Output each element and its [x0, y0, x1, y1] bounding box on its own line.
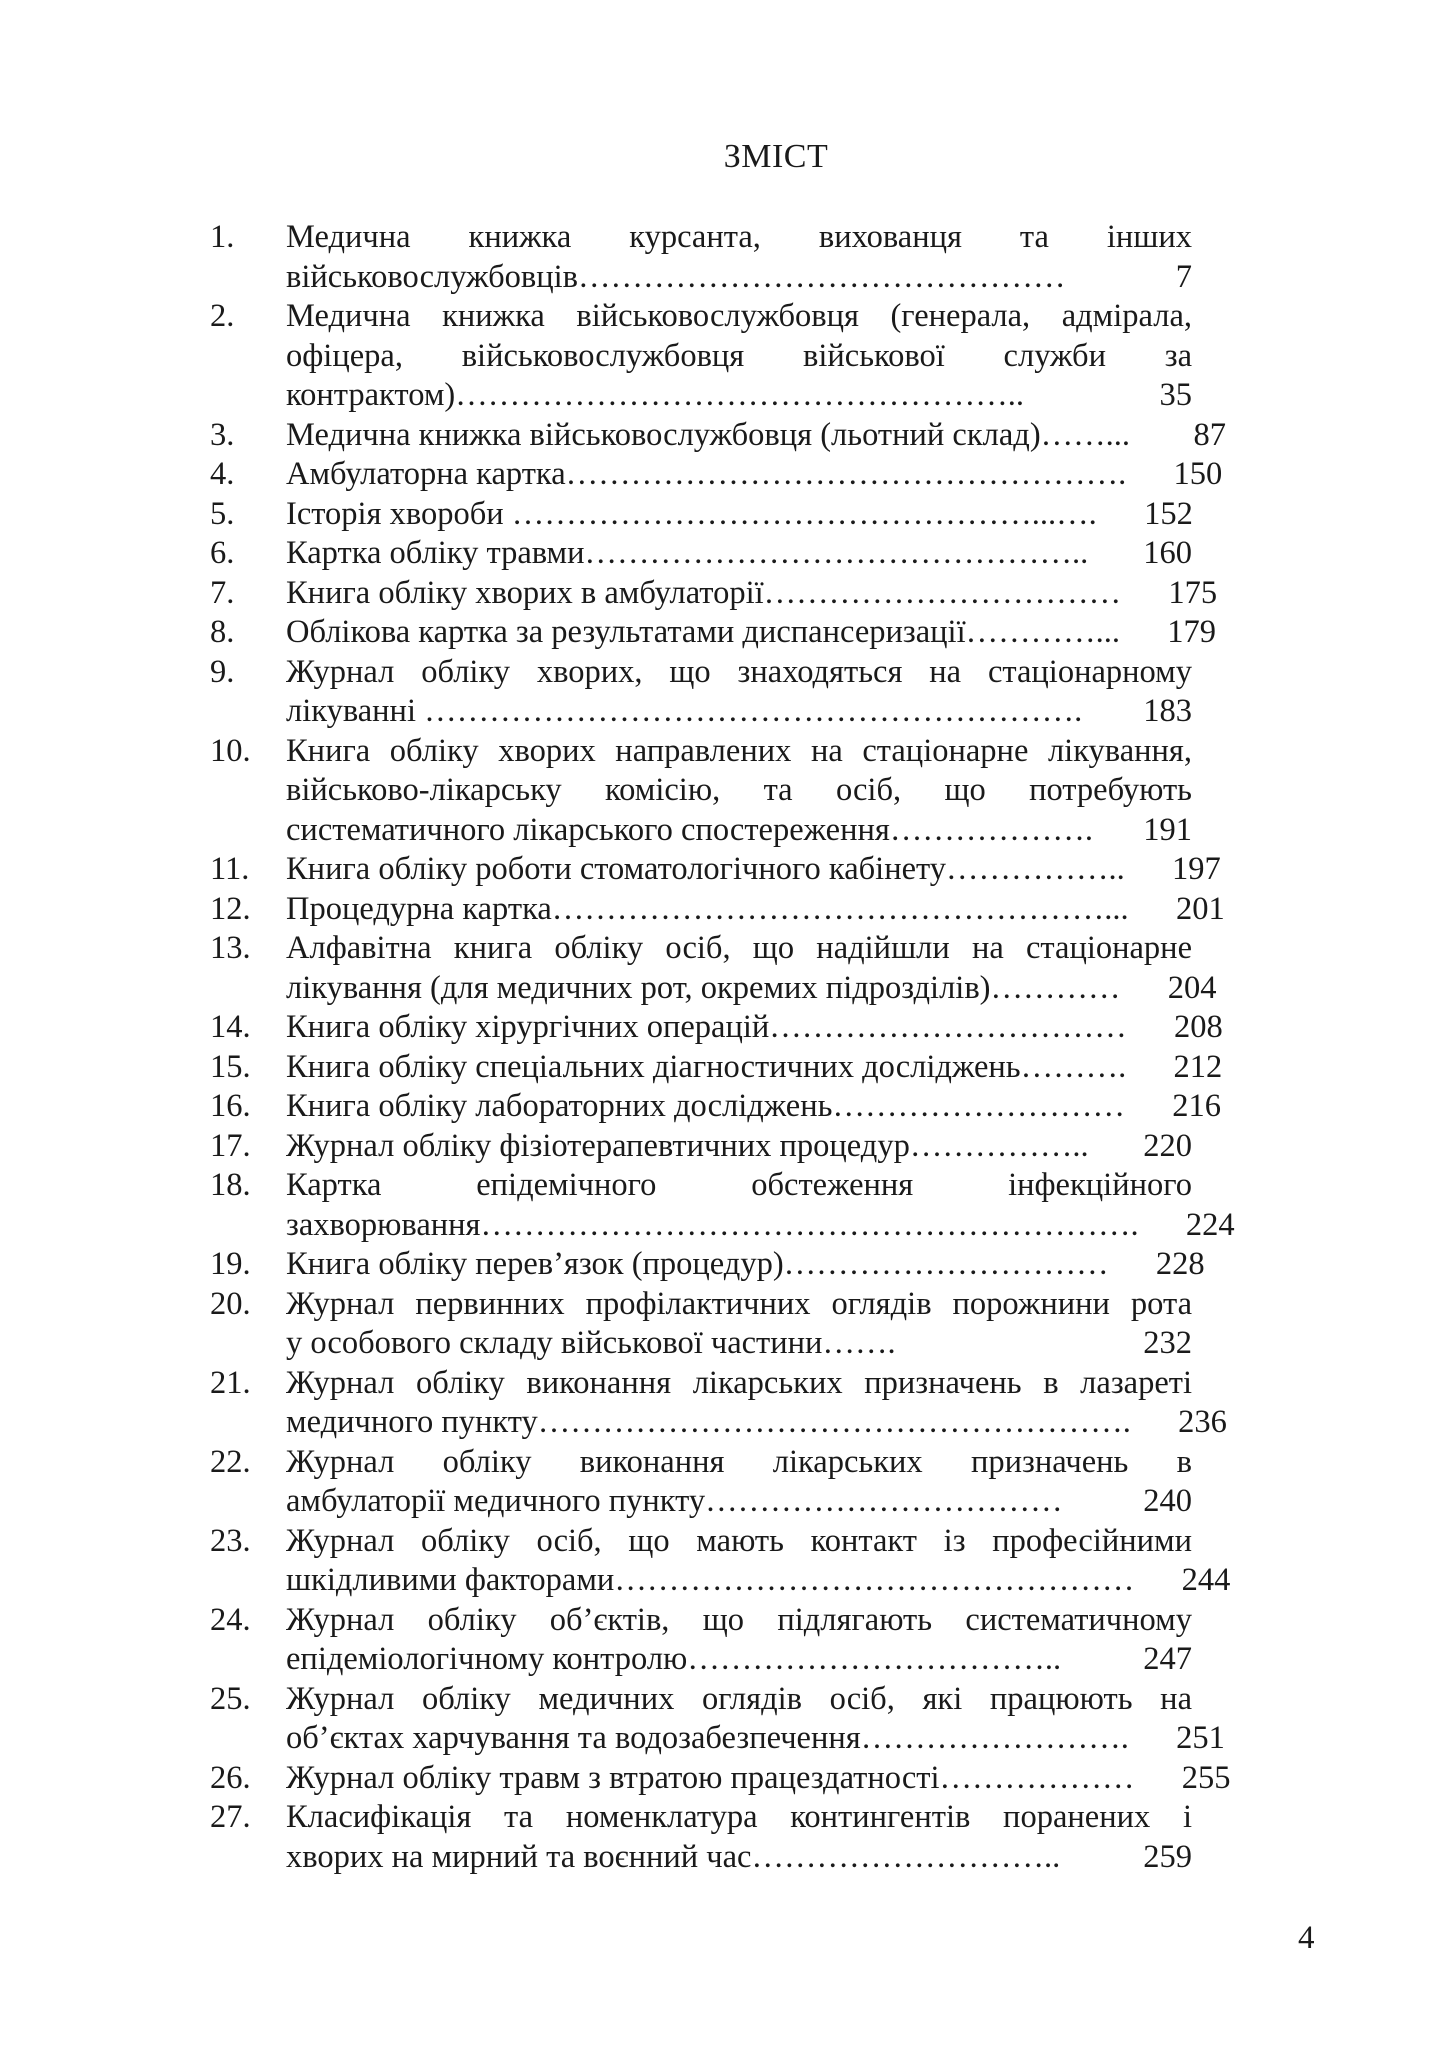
toc-entry-body	[286, 495, 1192, 535]
toc-entry-title: Книга обліку лабораторних досліджень………………………	[286, 1088, 1125, 1124]
toc-entry	[210, 1522, 1290, 1601]
toc-entry	[210, 653, 1290, 732]
toc-entry-line: Алфавітна книга обліку осіб, що надійшли на стаціонарне	[286, 930, 1192, 966]
toc-entry-number: 11.	[210, 851, 250, 887]
toc-entry	[210, 455, 1290, 495]
toc-entry-title: контрактом)……………………………………………..	[286, 377, 1024, 413]
toc-entry	[210, 1443, 1290, 1522]
toc-entry-body	[286, 1443, 1192, 1522]
toc-entry-page: 150	[1173, 456, 1223, 492]
toc-entry-last-line	[286, 850, 1221, 890]
toc-entry-title: хворих на мирний та воєнний час………………………..	[286, 1838, 1061, 1875]
toc-entry-body	[286, 218, 1192, 297]
toc-entry-title: Книга обліку перев’язок (процедур)…………………………	[286, 1246, 1109, 1282]
toc-entry-line: військово-лікарську комісію, та осіб, що потребують	[286, 772, 1192, 808]
toc-entry-page: 216	[1172, 1088, 1221, 1124]
toc-entry-body	[286, 850, 1221, 890]
toc-entry-title: Облікова картка за результатами диспансеризації…………...	[286, 614, 1120, 650]
toc-entry-number: 18.	[210, 1167, 251, 1203]
toc-entry-title: об’єктах харчування та водозабезпечення…………………….	[286, 1720, 1129, 1756]
toc-entry-last-line	[286, 534, 1192, 574]
toc-entry	[210, 890, 1290, 930]
toc-entry	[210, 929, 1290, 1008]
toc-entry-title: систематичного лікарського спостереження……………….	[286, 811, 1093, 848]
toc-entry-number: 20.	[210, 1285, 251, 1322]
toc-entry	[210, 1759, 1290, 1799]
toc-entry	[210, 1601, 1290, 1680]
toc-entry-number: 16.	[210, 1088, 251, 1124]
toc-entry-number: 1.	[210, 219, 235, 255]
toc-entry-body	[286, 455, 1223, 495]
toc-entry-body	[286, 1166, 1235, 1245]
toc-entry	[210, 218, 1290, 297]
toc-entry-page: 183	[1143, 693, 1192, 729]
toc-entry-number: 5.	[210, 495, 235, 532]
toc-entry-page: 201	[1175, 890, 1225, 927]
toc-entry-last-line	[286, 1719, 1225, 1759]
toc-entry-body	[286, 1798, 1192, 1877]
toc-entry-last-line	[286, 376, 1192, 416]
toc-entry-last-line	[286, 1127, 1192, 1167]
toc-entry	[210, 1008, 1290, 1048]
toc-entry-last-line	[286, 811, 1192, 851]
toc-entry	[210, 1048, 1290, 1088]
toc-entry-page: 7	[1175, 258, 1192, 295]
toc-entry-line: Журнал обліку об’єктів, що підлягають систематичному	[286, 1601, 1192, 1638]
toc-entry-line: Картка епідемічного обстеження інфекційного	[286, 1167, 1192, 1203]
toc-entry-page: 236	[1178, 1404, 1227, 1440]
toc-entry-number: 21.	[210, 1364, 251, 1401]
toc-entry	[210, 574, 1290, 614]
toc-entry-last-line	[286, 1245, 1205, 1285]
toc-entry-number: 9.	[210, 653, 235, 690]
toc-entry-number: 13.	[210, 930, 251, 966]
toc-entry-title: медичного пункту……………………………………………….	[286, 1404, 1131, 1440]
toc-entry-last-line	[286, 1838, 1192, 1878]
toc-entry	[210, 613, 1290, 653]
toc-entry-body	[286, 732, 1192, 851]
toc-entry-last-line	[286, 574, 1218, 614]
toc-entry-number: 26.	[210, 1759, 251, 1796]
toc-entry-number: 17.	[210, 1127, 251, 1164]
toc-entry-title: Журнал обліку фізіотерапевтичних процедур……………..	[286, 1127, 1089, 1164]
toc-entry	[210, 732, 1290, 851]
toc-entry-last-line	[286, 890, 1225, 930]
toc-entry-line: Журнал обліку осіб, що мають контакт із професійними	[286, 1522, 1192, 1559]
toc-entry-title: Книга обліку роботи стоматологічного кабінету……………..	[286, 851, 1125, 887]
toc-entry-number: 27.	[210, 1799, 251, 1835]
toc-entry-line: Журнал обліку виконання лікарських призначень в	[286, 1443, 1192, 1480]
toc-entry-body	[286, 1127, 1192, 1167]
toc-entry-body	[286, 1285, 1192, 1364]
toc-entry	[210, 416, 1290, 456]
toc-entry-line: Журнал обліку медичних оглядів осіб, які працюють на	[286, 1680, 1192, 1717]
page-title: ЗМІСТ	[723, 138, 829, 175]
toc-entry-page: 197	[1172, 851, 1221, 887]
toc-entry	[210, 495, 1290, 535]
toc-entry-page: 240	[1143, 1483, 1192, 1519]
toc-entry-title: захворювання…………………………………………………….	[286, 1206, 1139, 1243]
toc-entry-page: 191	[1143, 811, 1192, 848]
toc-entry	[210, 850, 1290, 890]
toc-entry-last-line	[286, 1561, 1231, 1601]
toc-entry-body	[286, 574, 1218, 614]
toc-entry-line: Журнал обліку виконання лікарських призначень в лазареті	[286, 1364, 1192, 1401]
toc-entry-number: 12.	[210, 890, 251, 927]
toc-entry-page: 160	[1143, 535, 1192, 571]
toc-entry-number: 23.	[210, 1522, 251, 1559]
toc-entry-line: Журнал первинних профілактичних оглядів порожнини рота	[286, 1285, 1192, 1322]
toc-entry	[210, 1127, 1290, 1167]
toc-entry-line: Класифікація та номенклатура контингентів поранених і	[286, 1799, 1192, 1835]
toc-entry-number: 22.	[210, 1443, 251, 1480]
page-number: 4	[1298, 1920, 1315, 1956]
toc-entry-title: Журнал обліку травм з втратою працездатності………………	[286, 1759, 1135, 1796]
toc-entry-body	[286, 1087, 1221, 1127]
toc-entry-last-line	[286, 1759, 1231, 1799]
toc-entry-body	[286, 890, 1225, 930]
toc-entry-line: Книга обліку хворих направлених на стаціонарне лікування,	[286, 732, 1192, 769]
toc-entry-last-line	[286, 455, 1223, 495]
toc-entry-title: Книга обліку хворих в амбулаторії……………………………	[286, 574, 1122, 611]
toc-entry-page: 152	[1144, 495, 1193, 532]
toc-entry-line: Журнал обліку хворих, що знаходяться на стаціонарному	[286, 653, 1192, 690]
toc-entry-last-line	[286, 1048, 1223, 1088]
toc-entry-title: Книга обліку хірургічних операцій……………………………	[286, 1009, 1127, 1045]
toc-entry-title: Картка обліку травми………………………………………..	[286, 535, 1089, 571]
toc-entry-page: 224	[1185, 1206, 1235, 1243]
toc-entry-page: 255	[1181, 1759, 1231, 1796]
toc-entry-page: 204	[1167, 969, 1217, 1006]
toc-entry-body	[286, 534, 1192, 574]
toc-entry-last-line	[286, 613, 1216, 653]
toc-entry	[210, 297, 1290, 416]
toc-entry	[210, 1364, 1290, 1443]
toc-entry-number: 3.	[210, 416, 235, 453]
toc-entry-number: 8.	[210, 614, 235, 650]
toc-entry	[210, 534, 1290, 574]
toc-entry-number: 19.	[210, 1246, 251, 1282]
toc-entry-body	[286, 653, 1192, 732]
toc-entry-title: Амбулаторна картка…………………………………………….	[286, 456, 1127, 492]
toc-entry-title: Медична книжка військовослужбовця (льотний склад)……...	[286, 416, 1131, 453]
toc-entry-page: 244	[1181, 1562, 1231, 1598]
toc-entry	[210, 1798, 1290, 1877]
toc-entry-page: 175	[1168, 574, 1218, 611]
toc-entry-page: 35	[1159, 377, 1192, 413]
toc-entry-title: військовослужбовців………………………………………	[286, 258, 1066, 295]
toc-entry-last-line	[286, 1008, 1223, 1048]
toc-entry-line: Медична книжка курсанта, вихованця та інших	[286, 219, 1192, 255]
toc-entry-number: 15.	[210, 1048, 251, 1085]
toc-entry-page: 208	[1174, 1009, 1223, 1045]
toc-entry-title: лікування (для медичних рот, окремих підрозділів)…………	[286, 969, 1121, 1006]
toc-entry	[210, 1166, 1290, 1245]
toc-entry-page: 259	[1143, 1838, 1192, 1875]
toc-entry-line: офіцера, військовослужбовця військової служби за	[286, 337, 1192, 374]
toc-entry-page: 179	[1167, 614, 1216, 650]
toc-entry-number: 24.	[210, 1601, 251, 1638]
toc-entry-body	[286, 929, 1217, 1008]
toc-entry-last-line	[286, 692, 1192, 732]
toc-entry-last-line	[286, 416, 1227, 456]
toc-entry	[210, 1680, 1290, 1759]
toc-entry-page: 220	[1143, 1127, 1192, 1164]
toc-entry-number: 2.	[210, 298, 235, 334]
toc-entry-body	[286, 1680, 1225, 1759]
toc-entry-body	[286, 1522, 1231, 1601]
toc-entry-title: лікуванні …………………………………………………….	[286, 693, 1083, 729]
toc-entry-body	[286, 1759, 1231, 1799]
toc-entry-body	[286, 416, 1227, 456]
toc-entry-body	[286, 1008, 1223, 1048]
toc-entry-body	[286, 297, 1192, 416]
toc-entry-title: Історія хвороби …………………………………………...….	[286, 495, 1097, 532]
toc-entry	[210, 1245, 1290, 1285]
toc-entry	[210, 1087, 1290, 1127]
toc-entry-page: 247	[1143, 1641, 1192, 1677]
toc-entry-body	[286, 1601, 1192, 1680]
toc-entry-last-line	[286, 1206, 1235, 1246]
toc-entry-number: 10.	[210, 732, 251, 769]
toc-entry-last-line	[286, 258, 1192, 298]
toc-entry-body	[286, 613, 1216, 653]
toc-entry-last-line	[286, 1403, 1227, 1443]
toc-entry	[210, 1285, 1290, 1364]
toc-entry-number: 4.	[210, 456, 235, 492]
toc-entry-page: 87	[1193, 416, 1227, 453]
toc-entry-number: 6.	[210, 535, 235, 571]
toc-entry-last-line	[286, 969, 1217, 1009]
toc-entry-last-line	[286, 495, 1192, 535]
toc-entry-page: 228	[1155, 1246, 1205, 1282]
toc-entry-last-line	[286, 1324, 1192, 1364]
toc-entry-title: шкідливими факторами…………………………………………	[286, 1562, 1135, 1598]
toc-entry-line: Медична книжка військовослужбовця (генерала, адмірала,	[286, 298, 1192, 334]
toc-entry-last-line	[286, 1482, 1192, 1522]
toc-entry-title: епідеміологічному контролю……………………………..	[286, 1641, 1062, 1677]
toc-entry-page: 251	[1176, 1720, 1225, 1756]
toc-entry-number: 25.	[210, 1680, 251, 1717]
toc-entry-number: 14.	[210, 1009, 251, 1045]
table-of-contents	[210, 218, 1290, 1877]
toc-entry-last-line	[286, 1640, 1192, 1680]
toc-entry-title: у особового складу військової частини…….	[286, 1325, 896, 1361]
toc-entry-body	[286, 1048, 1223, 1088]
toc-entry-number: 7.	[210, 574, 235, 611]
toc-entry-title: Книга обліку спеціальних діагностичних досліджень……….	[286, 1048, 1127, 1085]
toc-entry-page: 232	[1143, 1325, 1192, 1361]
toc-entry-title: амбулаторії медичного пункту……………………………	[286, 1483, 1063, 1519]
toc-entry-page: 212	[1173, 1048, 1223, 1085]
toc-entry-last-line	[286, 1087, 1221, 1127]
toc-entry-body	[286, 1245, 1205, 1285]
toc-entry-body	[286, 1364, 1227, 1443]
toc-entry-title: Процедурна картка……………………………………………...	[286, 890, 1129, 927]
